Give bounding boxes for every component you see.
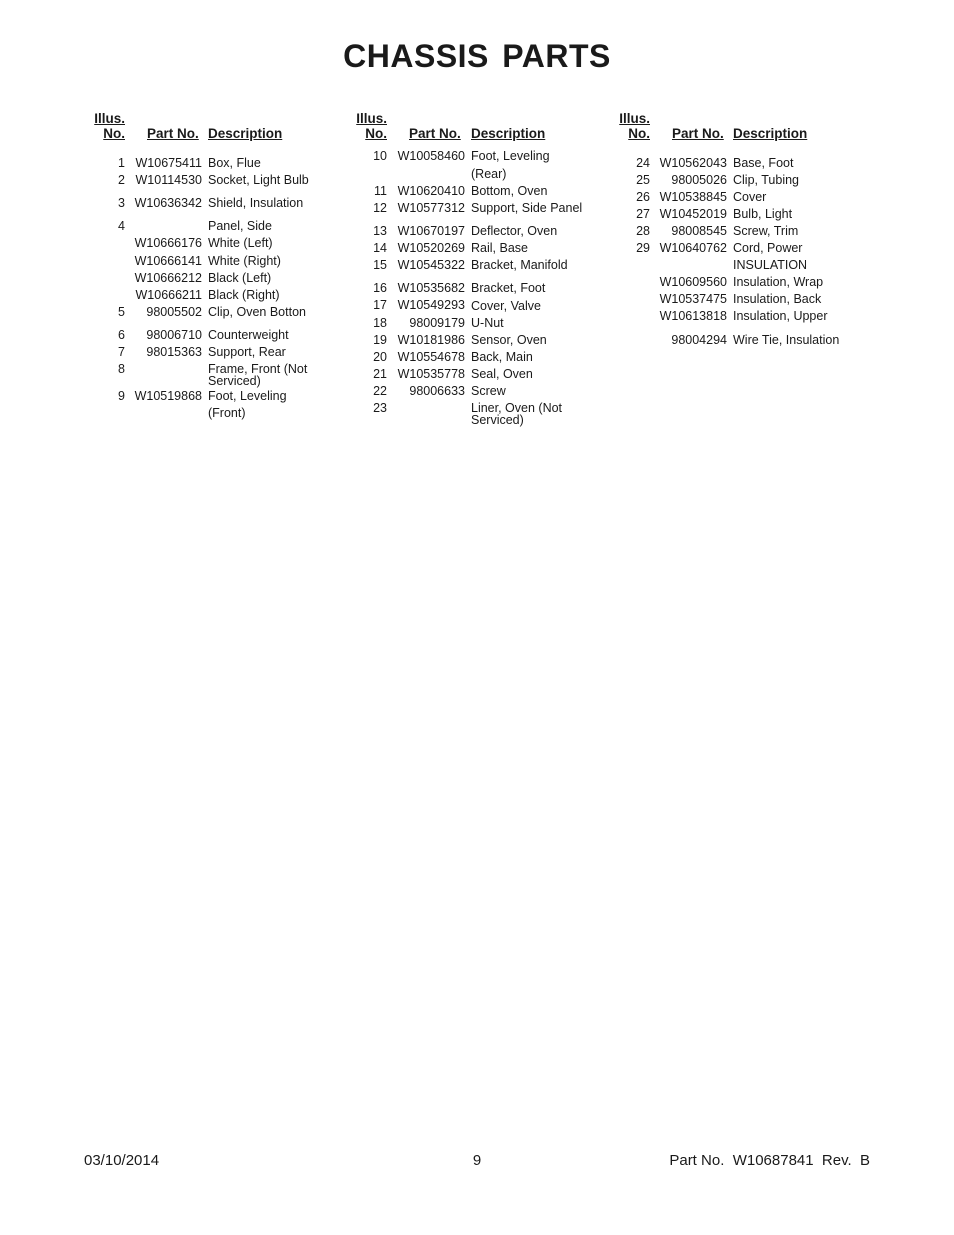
part-number: 98009179 [409,316,465,330]
illus-no: 10 [373,149,387,163]
part-description: Bracket, Foot [471,281,546,295]
part-description: Shield, Insulation [208,196,304,210]
header-illus: Illus. [94,111,125,126]
part-number: 98015363 [146,345,202,359]
part-number: W10613818 [659,309,727,323]
footer-part-number: Part No. W10687841 Rev. B [669,1152,870,1169]
part-number: W10666141 [134,254,202,268]
part-description: Seal, Oven [471,367,533,381]
part-number: W10620410 [397,184,465,198]
part-description: Socket, Light Bulb [208,173,309,187]
part-description: Cover, Valve [471,299,541,313]
illus-no: 23 [373,401,387,415]
part-number: W10535682 [397,281,465,295]
header-description: Description [471,126,546,141]
part-number: W10675411 [135,156,202,170]
part-number: W10554678 [397,350,465,364]
part-description: Deflector, Oven [471,224,558,238]
part-description: White (Left) [208,236,273,250]
header-part-no: Part No. [147,126,199,141]
part-number: 98005026 [671,173,727,187]
illus-no: 15 [373,258,387,272]
header-description: Description [733,126,808,141]
part-description: Bulb, Light [733,207,793,221]
illus-no: 26 [636,190,650,204]
part-description: Clip, Oven Botton [208,305,306,319]
footer-page-number: 9 [472,1152,482,1169]
part-description: Insulation, Upper [733,309,828,323]
part-number: W10549293 [397,298,465,312]
part-description: Panel, Side [208,219,272,233]
illus-no: 7 [118,345,125,359]
illus-no: 13 [373,224,387,238]
header-description: Description [208,126,283,141]
illus-no: 8 [118,362,125,376]
illus-no: 11 [374,184,387,198]
part-description: Frame, Front (Not Serviced) [208,362,308,388]
illus-no: 25 [636,173,650,187]
header-part-no: Part No. [409,126,461,141]
illus-no: 16 [373,281,387,295]
part-description: Counterweight [208,328,289,342]
part-description: U-Nut [471,316,504,330]
part-description: Cover [733,190,767,204]
part-number: W10538845 [659,190,727,204]
part-number: W10666211 [135,288,202,302]
part-number: W10666212 [134,271,202,285]
illus-no: 2 [118,173,125,187]
part-description: Insulation, Back [733,292,822,306]
part-number: 98006710 [146,328,202,342]
part-description: (Front) [208,406,246,420]
illus-no: 17 [373,298,387,312]
header-illus: Illus. [356,111,387,126]
illus-no: 3 [118,196,125,210]
illus-no: 14 [373,241,387,255]
illus-no: 18 [373,316,387,330]
part-number: W10452019 [659,207,727,221]
part-number: W10670197 [397,224,465,238]
part-description: (Rear) [471,167,507,181]
part-description: Clip, Tubing [733,173,800,187]
part-description: Box, Flue [208,156,261,170]
part-number: W10519868 [134,389,202,403]
part-description: Support, Rear [208,345,286,359]
part-description: Screw, Trim [733,224,799,238]
part-description: Insulation, Wrap [733,275,824,289]
part-description: Back, Main [471,350,533,364]
part-description: Sensor, Oven [471,333,547,347]
part-description: Rail, Base [471,241,528,255]
illus-no: 6 [118,328,125,342]
part-description: Liner, Oven (Not Serviced) [471,401,563,427]
part-number: W10114530 [135,173,202,187]
illus-no: 27 [636,207,650,221]
footer-date: 03/10/2014 [84,1152,160,1169]
page-title: CHASSIS PARTS [343,38,611,74]
header-no: No. [365,126,387,141]
part-number: W10636342 [134,196,202,210]
part-number: W10181986 [397,333,465,347]
part-number: W10520269 [397,241,465,255]
part-description: White (Right) [208,254,281,268]
part-description: Base, Foot [733,156,794,170]
illus-no: 29 [636,241,650,255]
part-description: Wire Tie, Insulation [733,333,840,347]
illus-no: 24 [636,156,650,170]
illus-no: 22 [373,384,387,398]
part-description: Bracket, Manifold [471,258,568,272]
part-description: Black (Right) [208,288,280,302]
illus-no: 12 [373,201,387,215]
part-description: Foot, Leveling [471,149,550,163]
header-no: No. [628,126,650,141]
part-number: W10058460 [397,149,465,163]
part-number: W10577312 [397,201,465,215]
part-number: W10666176 [134,236,202,250]
part-number: 98008545 [671,224,727,238]
illus-no: 1 [118,156,125,170]
part-number: 98005502 [146,305,202,319]
part-description: Cord, Power [733,241,803,255]
part-number: W10640762 [659,241,727,255]
illus-no: 4 [118,219,125,233]
part-description: Support, Side Panel [471,201,583,215]
section-label-insulation: INSULATION [733,258,808,272]
part-number: W10562043 [659,156,727,170]
header-no: No. [103,126,125,141]
part-number: W10609560 [659,275,727,289]
part-number: W10537475 [659,292,727,306]
part-number: 98006633 [409,384,465,398]
header-illus: Illus. [619,111,650,126]
illus-no: 5 [118,305,125,319]
part-description: Screw [471,384,506,398]
illus-no: 28 [636,224,650,238]
header-part-no: Part No. [672,126,724,141]
illus-no: 21 [373,367,387,381]
part-number: W10535778 [397,367,465,381]
illus-no: 9 [118,389,125,403]
illus-no: 19 [373,333,387,347]
part-number: W10545322 [397,258,465,272]
part-description: Black (Left) [208,271,272,285]
part-description: Bottom, Oven [471,184,548,198]
part-number: 98004294 [671,333,727,347]
part-description: Foot, Leveling [208,389,287,403]
illus-no: 20 [373,350,387,364]
